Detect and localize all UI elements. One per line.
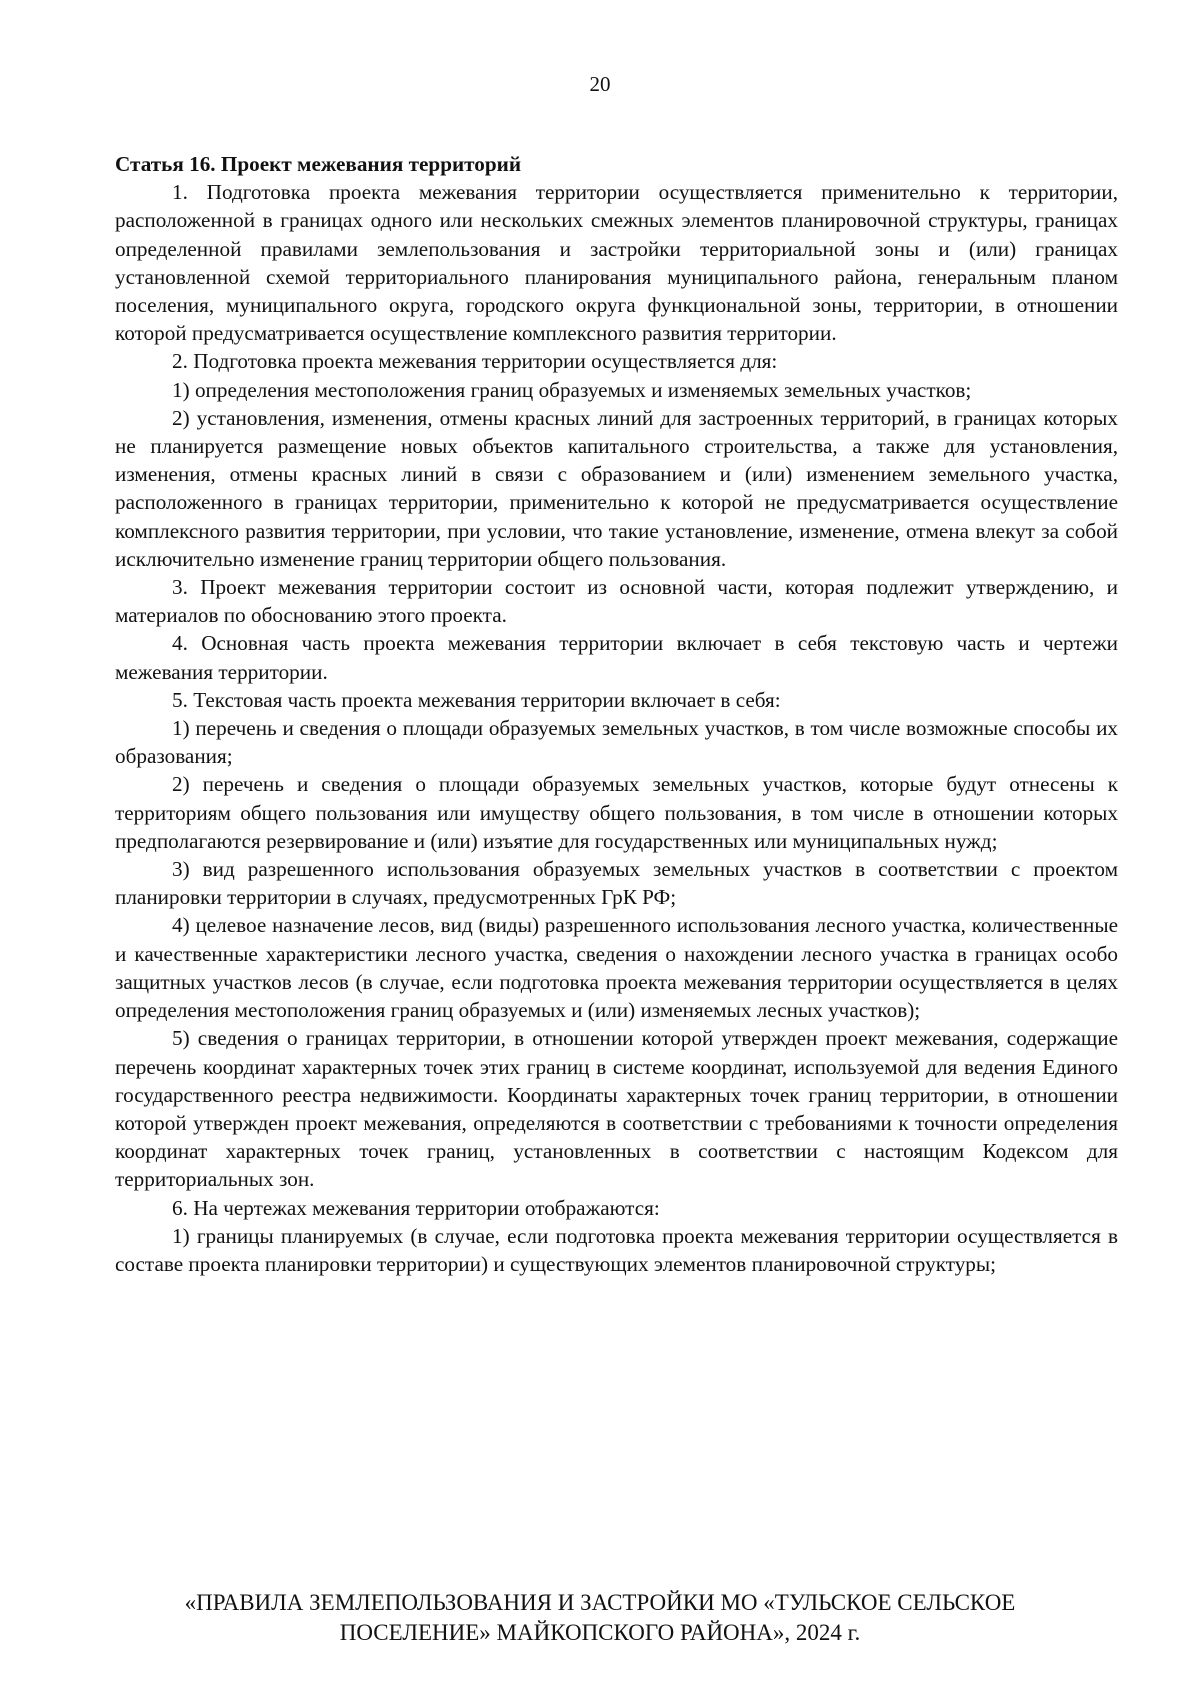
document-footer	[0, 1588, 1200, 1648]
paragraph: 5. Текстовая часть проекта межевания территории включает в себя:	[172, 687, 781, 712]
paragraph: 2) установления, изменения, отмены красных линий для застроенных территорий, в границах которых не планируется размещение новых объектов капитального строительства, а также для установления, изменения, отмены красных линий в связи с образованием и (или) изменением земельного участка, расположенного в границах территории, применительно к которой не предусматривается осуществление комплексного развития территории, при условии, что такие установление, изменение, отмена влекут за собой исключительно изменение границ территории общего пользования.	[115, 405, 1118, 571]
document-body	[115, 150, 1118, 1278]
footer-line-2: ПОСЕЛЕНИЕ» МАЙКОПСКОГО РАЙОНА», 2024 г.	[339, 1620, 861, 1645]
paragraph: 2) перечень и сведения о площади образуемых земельных участков, которые будут отнесены к территориям общего пользования или имуществу общего пользования, в том числе в отношении которых предполагаются резервирование и (или) изъятие для государственных или муниципальных нужд;	[115, 772, 1118, 853]
article-heading: Статья 16. Проект межевания территорий	[115, 152, 522, 176]
footer-line-1: «ПРАВИЛА ЗЕМЛЕПОЛЬЗОВАНИЯ И ЗАСТРОЙКИ МО «ТУЛЬСКОЕ СЕЛЬСКОЕ	[184, 1590, 1016, 1615]
paragraph: 1. Подготовка проекта межевания территории осуществляется применительно к территории, расположенной в границах одного или нескольких смежных элементов планировочной структуры, границах определенной правилами землепользования и застройки территориальной зоны и (или) границах установленной схемой территориального планирования муниципального района, генеральным планом поселения, муниципального округа, городского округа функциональной зоны, территории, в отношении которой предусматривается осуществление комплексного развития территории.	[115, 180, 1118, 346]
paragraph: 2. Подготовка проекта межевания территории осуществляется для:	[172, 349, 778, 374]
paragraph: 1) определения местоположения границ образуемых и изменяемых земельных участков;	[172, 377, 972, 402]
paragraph: 4. Основная часть проекта межевания территории включает в себя текстовую часть и чертежи межевания территории.	[115, 631, 1118, 684]
paragraph: 1) перечень и сведения о площади образуемых земельных участков, в том числе возможные способы их образования;	[115, 716, 1118, 769]
page-number: 20	[589, 72, 611, 96]
paragraph: 3. Проект межевания территории состоит из основной части, которая подлежит утверждению, и материалов по обоснованию этого проекта.	[115, 575, 1118, 628]
paragraph: 5) сведения о границах территории, в отношении которой утвержден проект межевания, содержащие перечень координат характерных точек этих границ в системе координат, используемой для ведения Единого государственного реестра недвижимости. Координаты характерных точек границ территории, в отношении которой утвержден проект межевания, определяются в соответствии с требованиями к точности определения координат характерных точек границ, установленных в соответствии с настоящим Кодексом для территориальных зон.	[115, 1026, 1118, 1192]
paragraph: 1) границы планируемых (в случае, если подготовка проекта межевания территории осуществляется в составе проекта планировки территории) и существующих элементов планировочной структуры;	[115, 1223, 1118, 1276]
paragraph: 4) целевое назначение лесов, вид (виды) разрешенного использования лесного участка, количественные и качественные характеристики лесного участка, сведения о нахождении лесного участка в границах особо защитных участков лесов (в случае, если подготовка проекта межевания территории осуществляется в целях определения местоположения границ образуемых и (или) изменяемых лесных участков);	[115, 913, 1118, 1023]
paragraph: 6. На чертежах межевания территории отображаются:	[172, 1195, 660, 1220]
paragraph: 3) вид разрешенного использования образуемых земельных участков в соответствии с проектом планировки территории в случаях, предусмотренных ГрК РФ;	[115, 857, 1118, 910]
